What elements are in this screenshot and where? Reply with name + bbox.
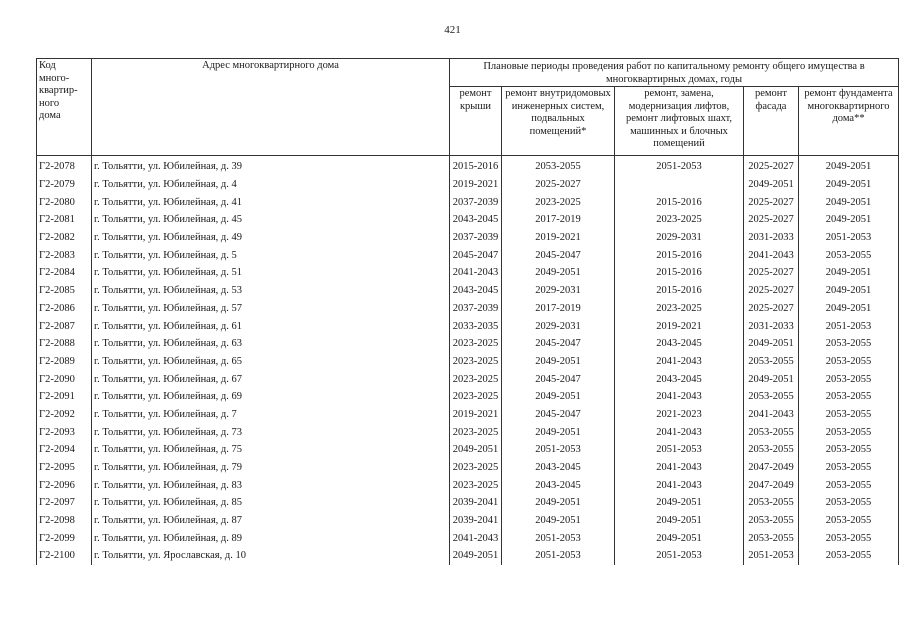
table-row: [37, 335, 899, 353]
facade-period-cell: 2025-2027: [744, 264, 799, 282]
systems-period-cell: 2043-2045: [502, 476, 615, 494]
elevators-period-cell: 2041-2043: [615, 423, 744, 441]
elevators-period-cell: 2041-2043: [615, 476, 744, 494]
facade-period-cell: 2053-2055: [744, 529, 799, 547]
foundation-period-cell: 2053-2055: [799, 494, 899, 512]
systems-period-cell: 2045-2047: [502, 246, 615, 264]
address-cell: г. Тольятти, ул. Юбилейная, д. 67: [92, 370, 450, 388]
facade-period-cell: 2049-2051: [744, 176, 799, 194]
systems-period-cell: 2025-2027: [502, 176, 615, 194]
foundation-period-cell: 2049-2051: [799, 264, 899, 282]
table-row: [37, 459, 899, 477]
elevators-period-cell: 2051-2053: [615, 441, 744, 459]
elevators-period-cell: 2043-2045: [615, 370, 744, 388]
facade-period-cell: 2025-2027: [744, 282, 799, 300]
house-code-cell: Г2-2091: [37, 388, 92, 406]
table-row: [37, 494, 899, 512]
foundation-period-cell: 2051-2053: [799, 229, 899, 247]
foundation-period-cell: 2053-2055: [799, 335, 899, 353]
house-code-cell: Г2-2096: [37, 476, 92, 494]
roof-period-cell: 2023-2025: [450, 459, 502, 477]
elevators-period-cell: 2051-2053: [615, 156, 744, 176]
header-address: Адрес многоквартирного дома: [92, 59, 450, 156]
address-cell: г. Тольятти, ул. Юбилейная, д. 41: [92, 193, 450, 211]
systems-period-cell: 2029-2031: [502, 282, 615, 300]
facade-period-cell: 2031-2033: [744, 317, 799, 335]
address-cell: г. Тольятти, ул. Юбилейная, д. 7: [92, 406, 450, 424]
elevators-period-cell: 2015-2016: [615, 282, 744, 300]
house-code-cell: Г2-2088: [37, 335, 92, 353]
table-row: [37, 529, 899, 547]
facade-period-cell: 2049-2051: [744, 335, 799, 353]
table-row: [37, 370, 899, 388]
table-row: [37, 229, 899, 247]
house-code-cell: Г2-2097: [37, 494, 92, 512]
table-row: [37, 441, 899, 459]
table-row: [37, 512, 899, 530]
elevators-period-cell: 2015-2016: [615, 246, 744, 264]
address-cell: г. Тольятти, ул. Юбилейная, д. 45: [92, 211, 450, 229]
foundation-period-cell: 2049-2051: [799, 211, 899, 229]
elevators-period-cell: 2043-2045: [615, 335, 744, 353]
elevators-period-cell: 2051-2053: [615, 547, 744, 565]
systems-period-cell: 2051-2053: [502, 547, 615, 565]
elevators-period-cell: 2049-2051: [615, 512, 744, 530]
table-row: [37, 211, 899, 229]
address-cell: г. Тольятти, ул. Юбилейная, д. 4: [92, 176, 450, 194]
roof-period-cell: 2043-2045: [450, 211, 502, 229]
roof-period-cell: 2033-2035: [450, 317, 502, 335]
roof-period-cell: 2015-2016: [450, 156, 502, 176]
systems-period-cell: 2019-2021: [502, 229, 615, 247]
facade-period-cell: 2041-2043: [744, 246, 799, 264]
elevators-period-cell: 2023-2025: [615, 211, 744, 229]
address-cell: г. Тольятти, ул. Юбилейная, д. 51: [92, 264, 450, 282]
systems-period-cell: 2051-2053: [502, 441, 615, 459]
systems-period-cell: 2017-2019: [502, 211, 615, 229]
facade-period-cell: 2025-2027: [744, 211, 799, 229]
house-code-cell: Г2-2087: [37, 317, 92, 335]
systems-period-cell: 2049-2051: [502, 388, 615, 406]
facade-period-cell: 2049-2051: [744, 370, 799, 388]
address-cell: г. Тольятти, ул. Юбилейная, д. 85: [92, 494, 450, 512]
elevators-period-cell: 2049-2051: [615, 494, 744, 512]
foundation-period-cell: 2053-2055: [799, 512, 899, 530]
foundation-period-cell: 2049-2051: [799, 300, 899, 318]
foundation-period-cell: 2053-2055: [799, 459, 899, 477]
elevators-period-cell: 2019-2021: [615, 317, 744, 335]
house-code-cell: Г2-2078: [37, 156, 92, 176]
elevators-period-cell: 2029-2031: [615, 229, 744, 247]
systems-period-cell: 2053-2055: [502, 156, 615, 176]
header-code: Код много-квартир-ного дома: [37, 59, 92, 156]
table-row: [37, 406, 899, 424]
foundation-period-cell: 2053-2055: [799, 547, 899, 565]
table-row: [37, 246, 899, 264]
repair-schedule-table: [36, 58, 899, 565]
header-systems: ремонт внутридомовых инженерных систем, подвальных помещений*: [502, 87, 615, 156]
table-row: [37, 264, 899, 282]
elevators-period-cell: 2041-2043: [615, 459, 744, 477]
table-row: [37, 193, 899, 211]
address-cell: г. Тольятти, ул. Юбилейная, д. 87: [92, 512, 450, 530]
roof-period-cell: 2037-2039: [450, 193, 502, 211]
address-cell: г. Тольятти, ул. Юбилейная, д. 89: [92, 529, 450, 547]
table-row: [37, 388, 899, 406]
address-cell: г. Тольятти, ул. Юбилейная, д. 53: [92, 282, 450, 300]
foundation-period-cell: 2053-2055: [799, 529, 899, 547]
house-code-cell: Г2-2083: [37, 246, 92, 264]
roof-period-cell: 2023-2025: [450, 353, 502, 371]
systems-period-cell: 2051-2053: [502, 529, 615, 547]
elevators-period-cell: 2015-2016: [615, 264, 744, 282]
roof-period-cell: 2041-2043: [450, 529, 502, 547]
house-code-cell: Г2-2094: [37, 441, 92, 459]
roof-period-cell: 2041-2043: [450, 264, 502, 282]
roof-period-cell: 2023-2025: [450, 370, 502, 388]
header-roof: ремонт крыши: [450, 87, 502, 156]
page-number: 421: [444, 24, 461, 36]
facade-period-cell: 2053-2055: [744, 512, 799, 530]
facade-period-cell: 2031-2033: [744, 229, 799, 247]
address-cell: г. Тольятти, ул. Юбилейная, д. 61: [92, 317, 450, 335]
facade-period-cell: 2053-2055: [744, 494, 799, 512]
foundation-period-cell: 2053-2055: [799, 246, 899, 264]
header-elevators: ремонт, замена, модернизация лифтов, ремонт лифтовых шахт, машинных и блочных помещений: [615, 87, 744, 156]
house-code-cell: Г2-2090: [37, 370, 92, 388]
roof-period-cell: 2023-2025: [450, 423, 502, 441]
facade-period-cell: 2053-2055: [744, 388, 799, 406]
header-planned-periods: Плановые периоды проведения работ по капитальному ремонту общего имущества в многоквартирных домах, годы: [450, 59, 899, 87]
systems-period-cell: 2045-2047: [502, 335, 615, 353]
address-cell: г. Тольятти, ул. Юбилейная, д. 73: [92, 423, 450, 441]
house-code-cell: Г2-2095: [37, 459, 92, 477]
systems-period-cell: 2045-2047: [502, 406, 615, 424]
house-code-cell: Г2-2079: [37, 176, 92, 194]
roof-period-cell: 2023-2025: [450, 335, 502, 353]
address-cell: г. Тольятти, ул. Юбилейная, д. 69: [92, 388, 450, 406]
facade-period-cell: 2053-2055: [744, 423, 799, 441]
facade-period-cell: 2041-2043: [744, 406, 799, 424]
facade-period-cell: 2047-2049: [744, 476, 799, 494]
foundation-period-cell: 2053-2055: [799, 476, 899, 494]
systems-period-cell: 2045-2047: [502, 370, 615, 388]
roof-period-cell: 2039-2041: [450, 512, 502, 530]
table-header: [37, 59, 899, 156]
foundation-period-cell: 2051-2053: [799, 317, 899, 335]
elevators-period-cell: 2021-2023: [615, 406, 744, 424]
systems-period-cell: 2043-2045: [502, 459, 615, 477]
address-cell: г. Тольятти, ул. Юбилейная, д. 5: [92, 246, 450, 264]
foundation-period-cell: 2049-2051: [799, 156, 899, 176]
house-code-cell: Г2-2082: [37, 229, 92, 247]
house-code-cell: Г2-2098: [37, 512, 92, 530]
table-row: [37, 176, 899, 194]
roof-period-cell: 2019-2021: [450, 176, 502, 194]
house-code-cell: Г2-2099: [37, 529, 92, 547]
table-row: [37, 423, 899, 441]
house-code-cell: Г2-2084: [37, 264, 92, 282]
foundation-period-cell: 2053-2055: [799, 406, 899, 424]
house-code-cell: Г2-2089: [37, 353, 92, 371]
address-cell: г. Тольятти, ул. Юбилейная, д. 49: [92, 229, 450, 247]
roof-period-cell: 2049-2051: [450, 441, 502, 459]
house-code-cell: Г2-2092: [37, 406, 92, 424]
table-row: [37, 353, 899, 371]
table-row: [37, 300, 899, 318]
header-facade: ремонт фасада: [744, 87, 799, 156]
roof-period-cell: 2043-2045: [450, 282, 502, 300]
house-code-cell: Г2-2100: [37, 547, 92, 565]
elevators-period-cell: 2041-2043: [615, 388, 744, 406]
foundation-period-cell: 2053-2055: [799, 423, 899, 441]
address-cell: г. Тольятти, ул. Юбилейная, д. 57: [92, 300, 450, 318]
address-cell: г. Тольятти, ул. Ярославская, д. 10: [92, 547, 450, 565]
elevators-period-cell: 2015-2016: [615, 193, 744, 211]
table-row: [37, 282, 899, 300]
table-body: [37, 156, 899, 565]
house-code-cell: Г2-2085: [37, 282, 92, 300]
elevators-period-cell: 2041-2043: [615, 353, 744, 371]
table-row: [37, 156, 899, 176]
facade-period-cell: 2047-2049: [744, 459, 799, 477]
roof-period-cell: 2023-2025: [450, 388, 502, 406]
roof-period-cell: 2049-2051: [450, 547, 502, 565]
facade-period-cell: 2025-2027: [744, 193, 799, 211]
foundation-period-cell: 2049-2051: [799, 282, 899, 300]
house-code-cell: Г2-2086: [37, 300, 92, 318]
house-code-cell: Г2-2081: [37, 211, 92, 229]
address-cell: г. Тольятти, ул. Юбилейная, д. 83: [92, 476, 450, 494]
table-row: [37, 547, 899, 565]
roof-period-cell: 2039-2041: [450, 494, 502, 512]
facade-period-cell: 2025-2027: [744, 300, 799, 318]
address-cell: г. Тольятти, ул. Юбилейная, д. 65: [92, 353, 450, 371]
systems-period-cell: 2049-2051: [502, 353, 615, 371]
foundation-period-cell: 2053-2055: [799, 353, 899, 371]
foundation-period-cell: 2049-2051: [799, 176, 899, 194]
systems-period-cell: 2029-2031: [502, 317, 615, 335]
table-row: [37, 317, 899, 335]
address-cell: г. Тольятти, ул. Юбилейная, д. 75: [92, 441, 450, 459]
house-code-cell: Г2-2093: [37, 423, 92, 441]
facade-period-cell: 2053-2055: [744, 353, 799, 371]
elevators-period-cell: 2023-2025: [615, 300, 744, 318]
roof-period-cell: 2037-2039: [450, 229, 502, 247]
elevators-period-cell: [615, 176, 744, 194]
systems-period-cell: 2017-2019: [502, 300, 615, 318]
house-code-cell: Г2-2080: [37, 193, 92, 211]
address-cell: г. Тольятти, ул. Юбилейная, д. 39: [92, 156, 450, 176]
address-cell: г. Тольятти, ул. Юбилейная, д. 79: [92, 459, 450, 477]
roof-period-cell: 2037-2039: [450, 300, 502, 318]
systems-period-cell: 2049-2051: [502, 423, 615, 441]
systems-period-cell: 2049-2051: [502, 264, 615, 282]
foundation-period-cell: 2053-2055: [799, 388, 899, 406]
header-foundation: ремонт фундамента многоквартирного дома**: [799, 87, 899, 156]
foundation-period-cell: 2053-2055: [799, 441, 899, 459]
roof-period-cell: 2019-2021: [450, 406, 502, 424]
facade-period-cell: 2053-2055: [744, 441, 799, 459]
systems-period-cell: 2023-2025: [502, 193, 615, 211]
elevators-period-cell: 2049-2051: [615, 529, 744, 547]
facade-period-cell: 2025-2027: [744, 156, 799, 176]
foundation-period-cell: 2049-2051: [799, 193, 899, 211]
facade-period-cell: 2051-2053: [744, 547, 799, 565]
table-row: [37, 476, 899, 494]
roof-period-cell: 2023-2025: [450, 476, 502, 494]
foundation-period-cell: 2053-2055: [799, 370, 899, 388]
roof-period-cell: 2045-2047: [450, 246, 502, 264]
systems-period-cell: 2049-2051: [502, 494, 615, 512]
systems-period-cell: 2049-2051: [502, 512, 615, 530]
address-cell: г. Тольятти, ул. Юбилейная, д. 63: [92, 335, 450, 353]
